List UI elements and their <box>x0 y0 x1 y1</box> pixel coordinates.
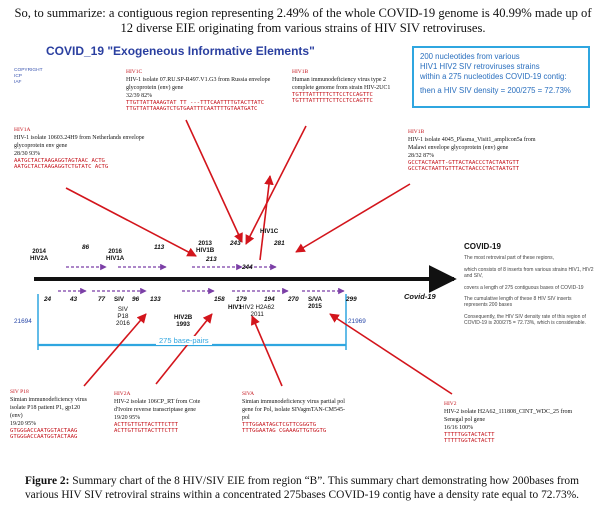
arrow-hiv2uc1 <box>246 126 306 244</box>
pos-270: 270 <box>288 296 299 303</box>
annotation-hiv2uc1: HIV1B Human immunodeficiency virus type 2 complete genome from strain HIV-2UC1 TGTTTATTTTTCTTCCTCCAGTTC TGTTTATTTTTCTTCCTCCAGTTC <box>292 69 391 105</box>
region-start: 21694 <box>14 318 32 325</box>
strain-siv: SIV <box>114 296 124 303</box>
covid19-axis-label: Covid-19 <box>404 292 436 301</box>
caption-label: Figure 2: <box>25 475 70 487</box>
arrow-siv-p18 <box>84 314 146 386</box>
annotation-hiv2-senegal: HIV2 HIV-2 isolate H2A62_111808_CINT_WDC_25 from Senegal pol gene 16/16 100% TTTTTGGTACTACTT TTTTTGGTACTACTT <box>444 401 573 445</box>
pos-24: 24 <box>44 296 52 303</box>
region-span-label: 275 base-pairs <box>156 336 212 345</box>
covid19-right-panel: COVID-19 The most retroviral part of these regions, which consists of 8 inserts from various strains HIV1, HIV2 and SIV, covers a length of 275 contiguous bases of COVID-19 The cumulative length of these 8 HIV SIV inserts represents 200 bases Consequently, the HIV SIV density rate of this region of COVID-19 is 200/275 = 72.73%, which is considerable. <box>464 242 594 327</box>
strain-hiv1c-top: HIV1C <box>260 228 279 235</box>
arrow-hiv2-senegal <box>330 314 452 394</box>
figure-caption <box>8 474 596 502</box>
pos-96: 96 <box>132 296 140 303</box>
figure-legend: COPYRIGHT ICP IAF <box>14 68 43 85</box>
caption-text: Summary chart of the 8 HIV/SIV EIE from region “B”. This summary chart demonstrating how 200bases from various HIV SIV retroviral strains within a concentrated 275bases COVID-19 contig have a density rate equal to 72.73%. <box>24 475 580 501</box>
arrow-up-hiv1c <box>260 176 270 260</box>
pos-213: 213 <box>206 256 217 263</box>
figure-title: COVID_19 "Exogeneous Informative Elements" <box>46 44 315 58</box>
annotation-siva: SIVA Simian immunodeficiency virus partial pol gene for Pol, isolate SIVagmTAN-CM545-pol TTTGGAATAGCTCGTTCGGGTG TTTGGAATAG CGAAAGTTGTGGTG <box>242 391 346 435</box>
density-infobox: 200 nucleotides from various HIV1 HIV2 SIV retroviruses strains within a 275 nucleotides COVID-19 contig: then a HIV SIV density = 200/275 = 72.73% <box>412 46 590 108</box>
strain-hiv2a-top: 2014 HIV2A <box>30 248 49 262</box>
annotation-hiv1c-russia: HIV1C HIV-1 isolate 07.RU.SP-R497.V1.G3 from Russia envelope glycoprotein (env) gene 32/39 82% TTGTTATTAAAGTAT TT ---TTTCAATTTTGTACTTATC TTGTTATTAAAGTCTGTGAATTTCAATTTTGTAATGATC <box>126 69 271 113</box>
pos-43: 43 <box>70 296 78 303</box>
pos-281: 281 <box>274 240 285 247</box>
pos-243: 243 <box>230 240 241 247</box>
pos-299: 299 <box>346 296 357 303</box>
annotation-netherlands: HIV1A HIV-1 isolate 10603.24H9 from Netherlands envelope glycoprotein env gene 28/30 93% AATGCTACTAAGAGGTAGTAAC ACTG AATGCTACTAAGAGGTCTGTATC ACTG <box>14 127 145 171</box>
strain-hiv1-bottom: HIV1 <box>228 304 242 311</box>
intro-paragraph: So, to summarize: a contiguous region representing 2.49% of the whole COVID-19 genome is 40.99% made up of 12 diverse EIE originating from various strains of HIV SIV retroviruses. <box>14 6 592 35</box>
arrow-hiv1c-russia <box>186 120 242 242</box>
figure-summary-chart <box>6 38 598 470</box>
arrow-siva <box>252 316 282 386</box>
annotation-malawi: HIV1B HIV-1 isolate 4045_Plasma_Visit1_amplicon5a from Malawi envelope glycoprotein (env) gene 28/32 87% GCCTACTAATT-GTTACTAACCCTACTAATGTT GCCTACTAATTGTTTACTAACCCTACTAATGTT <box>408 129 536 173</box>
region-end: 21969 <box>348 318 366 325</box>
strain-siv-p18: SIV P18 2016 <box>116 306 130 327</box>
pos-113: 113 <box>154 244 165 251</box>
pos-158: 158 <box>214 296 225 303</box>
density-value: then a HIV SIV density = 200/275 = 72.73% <box>420 86 571 95</box>
pos-194: 194 <box>264 296 275 303</box>
strain-hiv2-h2a62: HIV2 H2A62 2011 <box>240 304 275 318</box>
pos-179: 179 <box>236 296 247 303</box>
strain-hiv2b: HIV2B 1993 <box>174 314 193 328</box>
pos-133: 133 <box>150 296 161 303</box>
pos-77: 77 <box>98 296 106 303</box>
arrow-malawi <box>296 184 410 252</box>
pos-244: 244 <box>242 264 253 271</box>
pos-86: 86 <box>82 244 90 251</box>
annotation-hiv2a-ivoire: HIV2A HIV-2 isolate 106CP_RT from Cote d'Ivoire reverse transcriptase gene 19/20 95% ACTTGTTGTTACTTTCTTT ACTTGTTGTTACTTTCTTT <box>114 391 201 435</box>
strain-siva: S/VA 2015 <box>308 296 322 310</box>
annotation-siv-p18: SIV P18 Simian immunodeficiency virus isolate P18 patient P1, gp120 (env) 19/20 95% GTGGGACCAATGGTACTAAG GTGGGACCAATGGTACTAAG <box>10 389 87 441</box>
strain-hiv1a-top: 2016 HIV1A <box>106 248 125 262</box>
strain-hiv1b-top: 2013 HIV1B <box>196 240 215 254</box>
